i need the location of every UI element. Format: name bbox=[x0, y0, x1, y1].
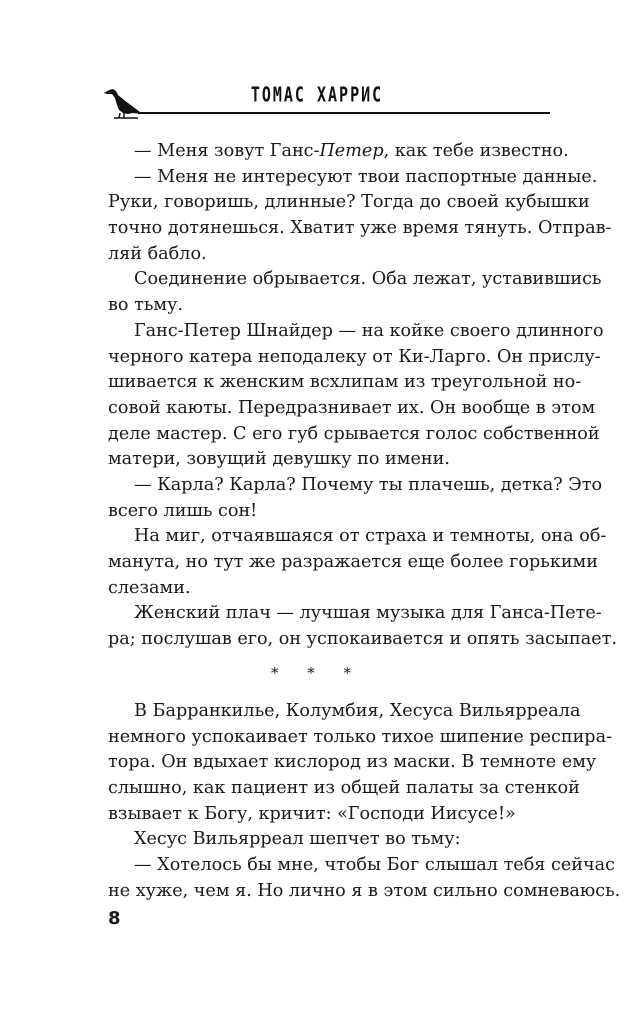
text-line: не хуже, чем я. Но лично я в этом сильно сомневаюсь. bbox=[108, 880, 621, 901]
text-line: манута, но тут же разражается еще более горькими bbox=[108, 552, 598, 572]
text-line: во тьму. bbox=[108, 295, 184, 316]
text-line: слезами. bbox=[108, 577, 191, 598]
text-line: слышно, как пациент из общей палаты за стенкой bbox=[108, 778, 580, 799]
text-line: совой каюты. Передразнивает их. Он вообще в этом bbox=[108, 397, 596, 418]
running-title: ТОМАС ХАРРИС bbox=[250, 82, 384, 108]
section-separator: * * * bbox=[270, 664, 364, 682]
text-line: — Меня не интересуют твои паспортные данные. bbox=[134, 166, 598, 187]
text-line: шивается к женским всхлипам из треугольной но- bbox=[108, 372, 582, 393]
text-span: — Меня зовут Ганс- bbox=[134, 141, 320, 161]
text-line: деле мастер. С его губ срывается голос собственной bbox=[108, 423, 600, 444]
page-number: 8 bbox=[108, 908, 121, 929]
italic-name: Петер bbox=[319, 141, 384, 161]
text-line: всего лишь сон! bbox=[108, 500, 258, 521]
text-line: — Хотелось бы мне, чтобы Бог слышал тебя сейчас bbox=[134, 855, 615, 876]
text-block-1 bbox=[108, 139, 617, 653]
text-line: Соединение обрывается. Оба лежат, уставившись bbox=[134, 269, 602, 290]
text-line: На миг, отчаявшаяся от страха и темноты, она об- bbox=[134, 526, 607, 547]
text-span: , как тебе известно. bbox=[383, 141, 569, 161]
text-line: точно дотянешься. Хватит уже время тянуть. Отправ- bbox=[108, 218, 612, 239]
text-line: матери, зовущий девушку по имени. bbox=[108, 449, 450, 470]
text-line: взывает к Богу, кричит: «Господи Иисусе!» bbox=[108, 803, 516, 824]
page-header bbox=[0, 0, 634, 130]
text-line: ляй бабло. bbox=[108, 243, 207, 264]
text-line: Ганс-Петер Шнайдер — на койке своего длинного bbox=[134, 320, 604, 341]
text-line: черного катера неподалеку от Ки-Ларго. Он прислу- bbox=[108, 346, 601, 367]
text-line: Хесус Вильярреал шепчет во тьму: bbox=[134, 829, 461, 850]
header-rule bbox=[138, 112, 550, 114]
text-line: ра; послушав его, он успокаивается и опять засыпает. bbox=[108, 629, 617, 650]
text-block-2 bbox=[108, 699, 621, 905]
text-line: тора. Он вдыхает кислород из маски. В темноте ему bbox=[108, 752, 597, 773]
text-line bbox=[108, 139, 569, 165]
text-line: немного успокаивает только тихое шипение респира- bbox=[108, 726, 613, 747]
text-line: Женский плач — лучшая музыка для Ганса-Пете- bbox=[134, 603, 602, 624]
text-line: Руки, говоришь, длинные? Тогда до своей кубышки bbox=[108, 192, 590, 213]
text-line: — Карла? Карла? Почему ты плачешь, детка? Это bbox=[134, 474, 603, 495]
text-line: В Барранкилье, Колумбия, Хесуса Вильярреала bbox=[134, 701, 581, 721]
